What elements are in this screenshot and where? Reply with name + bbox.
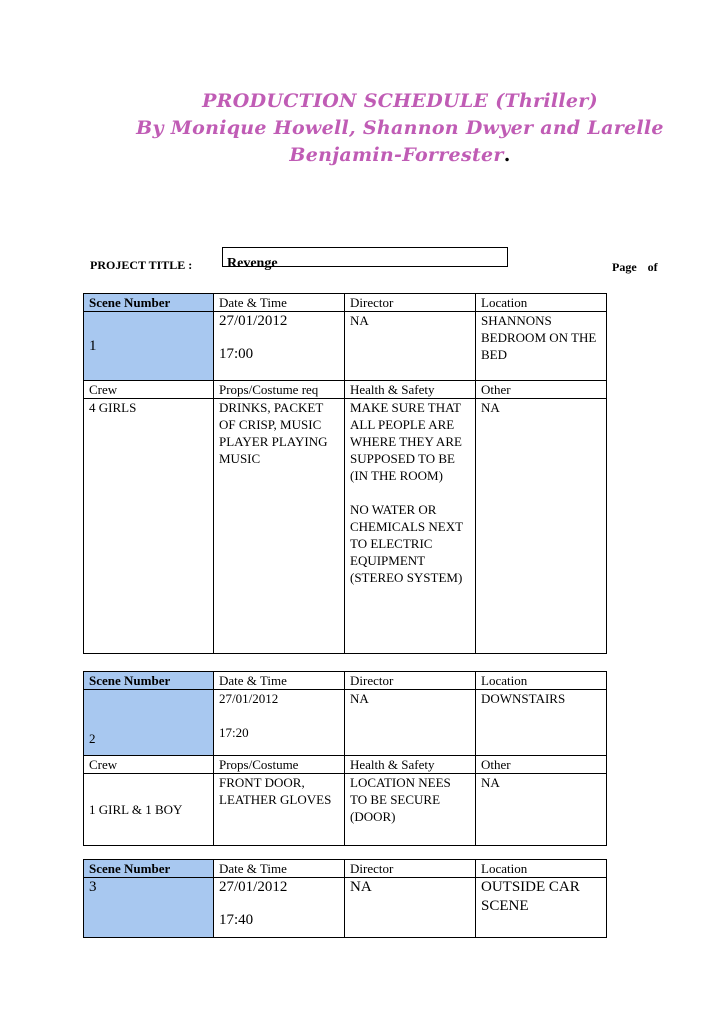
table-row [84, 774, 607, 846]
health-safety-note-1: MAKE SURE THAT ALL PEOPLE ARE WHERE THEY ARE SUPPOSED TO BE (IN THE ROOM) [350, 400, 462, 483]
document-title [80, 88, 720, 169]
other-value: NA [476, 774, 607, 846]
director-value: NA [345, 878, 476, 938]
health-safety-label: Health & Safety [345, 756, 476, 774]
scene-time: 17:00 [219, 346, 254, 362]
director-value: NA [345, 312, 476, 381]
scene-number-value: 3 [84, 878, 214, 938]
scene-3-table [83, 859, 607, 938]
page-label: Page [612, 260, 637, 274]
crew-value: 4 GIRLS [84, 399, 214, 654]
scene-number-value: 2 [84, 690, 214, 756]
table-row [84, 878, 607, 938]
director-label: Director [345, 294, 476, 312]
other-label: Other [476, 756, 607, 774]
props-label: Props/Costume req [214, 381, 345, 399]
title-line-3 [80, 142, 720, 169]
props-label: Props/Costume [214, 756, 345, 774]
scene-date: 27/01/2012 [219, 879, 288, 895]
date-time-label: Date & Time [214, 294, 345, 312]
location-value: OUTSIDE CAR SCENE [476, 878, 607, 938]
health-safety-label: Health & Safety [345, 381, 476, 399]
director-value: NA [345, 690, 476, 756]
scene-number-value: 1 [84, 312, 214, 381]
date-time-value [214, 690, 345, 756]
table-row [84, 312, 607, 381]
location-label: Location [476, 672, 607, 690]
title-period: . [503, 144, 511, 166]
other-label: Other [476, 381, 607, 399]
table-row [84, 690, 607, 756]
project-title-value: Revenge [227, 256, 278, 271]
title-line-1: PRODUCTION SCHEDULE (Thriller) [202, 90, 598, 112]
table-row [84, 381, 607, 399]
scene-time: 17:40 [219, 912, 254, 928]
table-row [84, 860, 607, 878]
date-time-label: Date & Time [214, 672, 345, 690]
crew-value: 1 GIRL & 1 BOY [84, 774, 214, 846]
location-value: SHANNONS BEDROOM ON THE BED [476, 312, 607, 381]
date-time-value [214, 878, 345, 938]
table-row [84, 399, 607, 654]
table-row [84, 294, 607, 312]
project-title-label: PROJECT TITLE : [90, 258, 193, 272]
props-value: FRONT DOOR, LEATHER GLOVES [214, 774, 345, 846]
health-safety-value: LOCATION NEES TO BE SECURE (DOOR) [345, 774, 476, 846]
props-value: DRINKS, PACKET OF CRISP, MUSIC PLAYER PLAYING MUSIC [214, 399, 345, 654]
other-value: NA [476, 399, 607, 654]
scene-1-table [83, 293, 607, 654]
health-safety-value [345, 399, 476, 654]
crew-label: Crew [84, 381, 214, 399]
scene-date: 27/01/2012 [219, 313, 288, 329]
scene-number-label: Scene Number [84, 672, 214, 690]
scene-2-table [83, 671, 607, 846]
director-label: Director [345, 860, 476, 878]
location-label: Location [476, 294, 607, 312]
of-label: of [647, 260, 658, 274]
location-label: Location [476, 860, 607, 878]
director-label: Director [345, 672, 476, 690]
scene-number-label: Scene Number [84, 860, 214, 878]
table-row [84, 756, 607, 774]
table-row [84, 672, 607, 690]
health-safety-note-2: NO WATER OR CHEMICALS NEXT TO ELECTRIC EQUIPMENT (STEREO SYSTEM) [350, 502, 463, 585]
title-line-3-text: Benjamin-Forrester [289, 144, 504, 166]
date-time-label: Date & Time [214, 860, 345, 878]
title-line-2: By Monique Howell, Shannon Dwyer and Larelle [136, 117, 664, 139]
scene-date: 27/01/2012 [219, 691, 279, 706]
date-time-value [214, 312, 345, 381]
crew-label: Crew [84, 756, 214, 774]
scene-time: 17:20 [219, 725, 249, 740]
scene-number-label: Scene Number [84, 294, 214, 312]
page-of [612, 260, 658, 275]
location-value: DOWNSTAIRS [476, 690, 607, 756]
